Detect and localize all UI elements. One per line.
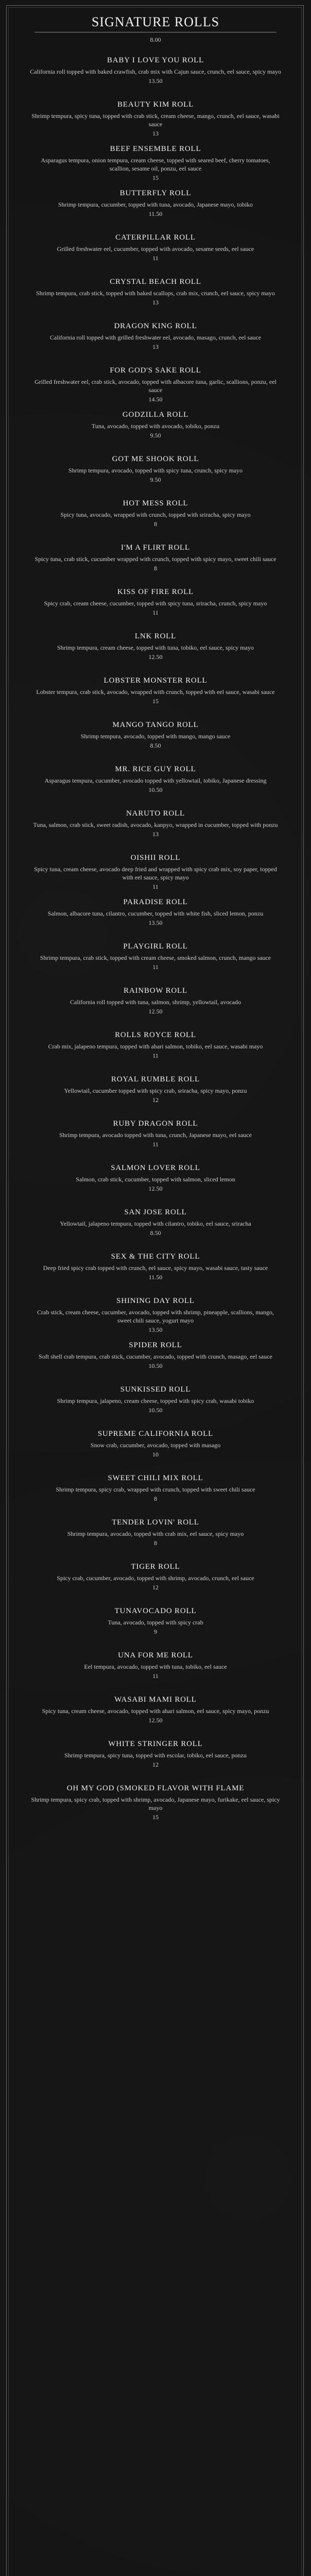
menu-item — [23, 321, 288, 365]
menu-item-price: 9.50 — [150, 476, 161, 483]
menu-item-price: 11 — [152, 1141, 159, 1148]
menu-item-description: Shrimp tempura, avocado topped with tuna, crunch, Japanese mayo, eel sauce — [59, 1131, 252, 1139]
menu-item-name: GODZILLA ROLL — [122, 411, 189, 419]
menu-item-description: Salmon, crab stick, cucumber, topped with salmon, sliced lemon — [76, 1176, 235, 1183]
menu-item-price: 12.50 — [148, 653, 163, 660]
menu-item-price: 13 — [152, 130, 159, 137]
menu-item-description: Shrimp tempura, spicy tuna, topped with escolar, tobiko, eel sauce, ponzu — [64, 1752, 247, 1759]
menu-item — [23, 232, 288, 277]
menu-item-name: SALMON LOVER ROLL — [111, 1164, 200, 1172]
menu-item-price: 11 — [152, 963, 159, 971]
menu-item-description: Shrimp tempura, crab stick, topped with baked scallops, crab mix, crunch, eel sauce, spicy mayo — [36, 290, 275, 297]
menu-item-description: Tuna, salmon, crab stick, sweet radish, avocado, kanpyo, wrapped in cucumber, topped with ponzu — [33, 821, 278, 828]
signature-rolls-menu — [23, 14, 288, 1827]
menu-item-description: Salmon, albacore tuna, cilantro, cucumber, topped with white fish, sliced lemon, ponzu — [47, 910, 264, 917]
menu-item — [23, 1429, 288, 1473]
menu-item-list — [23, 55, 288, 1827]
menu-item-price: 10.50 — [148, 1406, 163, 1414]
menu-item-price: 9 — [154, 1628, 157, 1635]
menu-item-price: 14.50 — [148, 396, 163, 403]
menu-item-price: 8 — [154, 520, 157, 528]
menu-item — [23, 587, 288, 631]
menu-item — [23, 1694, 288, 1739]
menu-item — [23, 1562, 288, 1606]
menu-item-description: Lobster tempura, crab stick, avocado, wrapped with crunch, topped with eel sauce, wasabi sauce — [36, 688, 275, 696]
menu-item-name: MANGO TANGO ROLL — [112, 721, 199, 729]
menu-item — [23, 454, 288, 498]
menu-item-description: Shrimp tempura, crab stick, topped with cream cheese, smoked salmon, crunch, mango sauce — [40, 954, 271, 961]
menu-header — [23, 14, 288, 44]
menu-item-name: PLAYGIRL ROLL — [123, 942, 188, 951]
menu-item-description: Eel tempura, avocado, topped with tuna, tobiko, eel sauce — [84, 1663, 227, 1670]
menu-item-name: NARUTO ROLL — [126, 809, 185, 818]
menu-item-description: Spicy crab, cucumber, avocado, topped with shrimp, avocado, crunch, eel sauce — [57, 1574, 254, 1582]
menu-item — [23, 188, 288, 232]
menu-item-name: KISS OF FIRE ROLL — [117, 588, 194, 596]
menu-item — [23, 365, 288, 410]
menu-item — [23, 808, 288, 853]
menu-item-description: California roll topped with grilled freshwater eel, avocado, masago, crunch, eel sauce — [49, 334, 262, 341]
menu-item-description: Grilled freshwater eel, crab stick, avocado, topped with albacore tuna, garlic, scallions, ponzu, eel sauce — [34, 378, 277, 394]
menu-item-price: 8 — [154, 565, 157, 572]
menu-item-price: 8.50 — [150, 742, 161, 749]
menu-price-note: 8.00 — [150, 36, 161, 43]
menu-item-description: Shrimp tempura, avocado, topped with crab mix, eel sauce, spicy mayo — [67, 1530, 244, 1537]
menu-item-description: Shrimp tempura, cream cheese, topped with tuna, tobiko, eel sauce, spicy mayo — [57, 644, 254, 651]
menu-item-name: OISHII ROLL — [130, 854, 181, 862]
menu-item — [23, 410, 288, 454]
menu-item-price: 13.50 — [148, 77, 163, 84]
menu-item-name: DRAGON KING ROLL — [114, 322, 197, 330]
menu-item-name: ROLLS ROYCE ROLL — [115, 1031, 196, 1039]
menu-item-name: SUNKISSED ROLL — [120, 1385, 191, 1394]
menu-item-price: 8 — [154, 1495, 157, 1502]
menu-item-name: FOR GOD'S SAKE ROLL — [110, 366, 201, 375]
menu-item-description: Yellowtail, cucumber topped with spicy crab, sriracha, spicy mayo, ponzu — [64, 1087, 247, 1094]
menu-item-price: 13.50 — [148, 1326, 163, 1333]
menu-item-description: Spicy tuna, cream cheese, avocado deep fried and wrapped with spicy crab mix, soy paper, topped with eel sauce, spicy mayo — [34, 866, 277, 881]
menu-item-name: SEX & THE CITY ROLL — [111, 1252, 200, 1261]
menu-item-name: I'M A FLIRT ROLL — [121, 544, 190, 552]
menu-item-name: RUBY DRAGON ROLL — [113, 1120, 198, 1128]
menu-item — [23, 1739, 288, 1783]
menu-item-description: Shrimp tempura, avocado, topped with mango, mango sauce — [80, 733, 231, 740]
menu-item-name: CRYSTAL BEACH ROLL — [110, 278, 201, 286]
menu-item-description: Asparagus tempura, onion tempura, cream cheese, topped with seared beef, cherry tomatoes, scallion, sesame oil, ponzu, eel sauce — [41, 157, 270, 172]
menu-item — [23, 543, 288, 587]
menu-item-price: 13.50 — [148, 919, 163, 926]
menu-item-price: 8.50 — [150, 1229, 161, 1236]
menu-item-price: 13 — [152, 299, 159, 306]
menu-item — [23, 498, 288, 543]
menu-item-name: MR. RICE GUY ROLL — [115, 765, 196, 773]
menu-item-name: SPIDER ROLL — [129, 1341, 182, 1349]
menu-item — [23, 277, 288, 321]
menu-item-description: Yellowtail, jalapeno tempura, topped with cilantro, tobiko, eel sauce, sriracha — [60, 1220, 251, 1227]
menu-item-price: 15 — [152, 174, 159, 181]
menu-item-name: LOBSTER MONSTER ROLL — [103, 676, 208, 685]
menu-item-description: Asparagus tempura, cucumber, avocado topped with yellowtail, tobiko, Japanese dressing — [44, 777, 267, 784]
menu-item-description: Shrimp tempura, jalapeno, cream cheese, topped with spicy crab, wasabi tobiko — [57, 1397, 254, 1404]
menu-item-price: 10.50 — [148, 1362, 163, 1369]
menu-item-name: TUNAVOCADO ROLL — [114, 1607, 197, 1615]
menu-item — [23, 897, 288, 941]
menu-item-description: Snow crab, cucumber, avocado, topped with masago — [90, 1442, 221, 1449]
menu-item-name: TIGER ROLL — [131, 1563, 180, 1571]
menu-item-description: California roll topped with tuna, salmon, shrimp, yellowtail, avocado — [70, 998, 241, 1006]
menu-item — [23, 1207, 288, 1251]
menu-item-price: 12 — [152, 1096, 159, 1104]
menu-item-description: Spicy tuna, crab stick, cucumber wrapped with crunch, topped with spicy mayo, sweet chili sauce — [34, 555, 277, 563]
menu-item-price: 13 — [152, 831, 159, 838]
menu-item-description: Shrimp tempura, spicy tuna, topped with crab stick, cream cheese, mango, crunch, eel sauce, wasabi sauce — [31, 112, 280, 128]
menu-item-price: 12 — [152, 1761, 159, 1768]
menu-item — [23, 1606, 288, 1650]
menu-item-name: BEAUTY KIM ROLL — [117, 100, 194, 109]
menu-item-price: 12.50 — [148, 1185, 163, 1192]
menu-item — [23, 853, 288, 897]
menu-item — [23, 1118, 288, 1163]
menu-item-price: 11.50 — [148, 1274, 163, 1281]
menu-item-name: ROYAL RUMBLE ROLL — [111, 1075, 200, 1083]
menu-item-price: 11 — [152, 1052, 159, 1059]
menu-item-description: Deep fried spicy crab topped with crunch, eel sauce, spicy mayo, wasabi sauce, tasty sauce — [43, 1264, 268, 1272]
menu-item-price: 12 — [152, 1584, 159, 1591]
menu-item-name: WASABI MAMI ROLL — [114, 1696, 197, 1704]
menu-item — [23, 941, 288, 986]
menu-item — [23, 99, 288, 144]
menu-item-description: Shrimp tempura, spicy crab, topped with shrimp, avocado, Japanese mayo, furikake, eel sauce, spicy mayo — [31, 1796, 280, 1811]
menu-item-name: CATERPILLAR ROLL — [115, 233, 196, 242]
menu-item-description: Spicy tuna, cream cheese, avocado, topped with ahari salmon, eel sauce, spicy mayo, ponzu — [42, 1707, 269, 1715]
menu-item — [23, 1340, 288, 1384]
menu-item-description: Tuna, avocado, topped with spicy crab — [108, 1619, 203, 1626]
menu-item-name: SAN JOSE ROLL — [124, 1208, 187, 1216]
menu-item-description: Grilled freshwater eel, cucumber, topped with avocado, sesame seeds, eel sauce — [57, 245, 254, 252]
menu-item — [23, 1517, 288, 1562]
menu-item — [23, 1163, 288, 1207]
menu-item-price: 10.50 — [148, 786, 163, 793]
menu-item-price: 10 — [152, 1451, 159, 1458]
menu-item — [23, 1473, 288, 1517]
menu-item-name: SHINING DAY ROLL — [116, 1297, 195, 1305]
menu-item-price: 11 — [152, 255, 159, 262]
menu-item-description: Soft shell crab tempura, crab stick, cucumber, avocado, topped with crunch, masago, eel sauce — [39, 1353, 272, 1360]
menu-item — [23, 1296, 288, 1340]
menu-item — [23, 720, 288, 764]
menu-item-description: Tuna, avocado, topped with avocado, tobiko, ponzu — [91, 422, 220, 430]
menu-item — [23, 1030, 288, 1074]
menu-item-price: 15 — [152, 698, 159, 705]
menu-item-price: 12.50 — [148, 1717, 163, 1724]
menu-item-description: Shrimp tempura, spicy crab, wrapped with crunch, topped with sweet chili sauce — [56, 1486, 255, 1493]
menu-item-name: GOT ME SHOOK ROLL — [112, 455, 199, 463]
menu-item — [23, 1650, 288, 1694]
menu-item-description: Shrimp tempura, avocado, topped with spicy tuna, crunch, spicy mayo — [68, 467, 243, 474]
menu-item — [23, 144, 288, 188]
menu-item-price: 11.50 — [148, 210, 163, 217]
menu-item-name: TENDER LOVIN' ROLL — [112, 1518, 199, 1527]
menu-item — [23, 1074, 288, 1118]
menu-item-description: Crab mix, jalapeno tempura, topped with ahari salmon, tobiko, eel sauce, wasabi mayo — [48, 1043, 263, 1050]
menu-item — [23, 675, 288, 720]
menu-item-name: SWEET CHILI MIX ROLL — [108, 1474, 203, 1482]
menu-item-name: OH MY GOD (SMOKED FLAVOR WITH FLAME — [66, 1784, 245, 1792]
menu-item-description: California roll topped with baked crawfish, crab mix with Cajun sauce, crunch, eel sauce, spicy mayo — [30, 68, 281, 75]
menu-item-price: 12.50 — [148, 1008, 163, 1015]
menu-item-price: 11 — [152, 1672, 159, 1680]
menu-item — [23, 1783, 288, 1827]
menu-item-price: 13 — [152, 343, 159, 350]
menu-item — [23, 55, 288, 99]
menu-item-price: 8 — [154, 1539, 157, 1547]
menu-item-name: RAINBOW ROLL — [124, 987, 187, 995]
menu-item-name: SUPREME CALIFORNIA ROLL — [97, 1430, 214, 1438]
menu-item-name: BUTTERFLY ROLL — [119, 189, 192, 197]
menu-item-description: Spicy tuna, avocado, wrapped with crunch, topped with sriracha, spicy mayo — [60, 511, 251, 518]
menu-item-price: 11 — [152, 609, 159, 616]
menu-item — [23, 1384, 288, 1429]
menu-item — [23, 764, 288, 808]
menu-item-name: BEEF ENSEMBLE ROLL — [110, 145, 201, 153]
menu-item-price: 11 — [152, 883, 159, 890]
menu-item-description: Crab stick, cream cheese, cucumber, avocado, topped with shrimp, pineapple, scallions, mango, sweet chili sauce, yogurt mayo — [37, 1309, 274, 1324]
menu-item — [23, 986, 288, 1030]
menu-item-price: 9.50 — [150, 432, 161, 439]
menu-item-name: LNK ROLL — [134, 632, 177, 640]
menu-item-name: UNA FOR ME ROLL — [118, 1651, 193, 1659]
menu-item-description: Shrimp tempura, cucumber, topped with tuna, avocado, Japanese mayo, tobiko — [58, 201, 253, 208]
menu-item-name: PARADISE ROLL — [123, 898, 188, 906]
menu-item-price: 15 — [152, 1814, 159, 1821]
menu-item — [23, 1251, 288, 1296]
menu-item-name: WHITE STRINGER ROLL — [108, 1740, 203, 1748]
menu-item-name: BABY I LOVE YOU ROLL — [107, 56, 204, 64]
menu-item-description: Spicy crab, cream cheese, cucumber, topped with spicy tuna, sriracha, crunch, spicy mayo — [44, 600, 267, 607]
menu-item-name: HOT MESS ROLL — [123, 499, 188, 507]
menu-item — [23, 631, 288, 675]
menu-title: SIGNATURE ROLLS — [91, 14, 220, 29]
